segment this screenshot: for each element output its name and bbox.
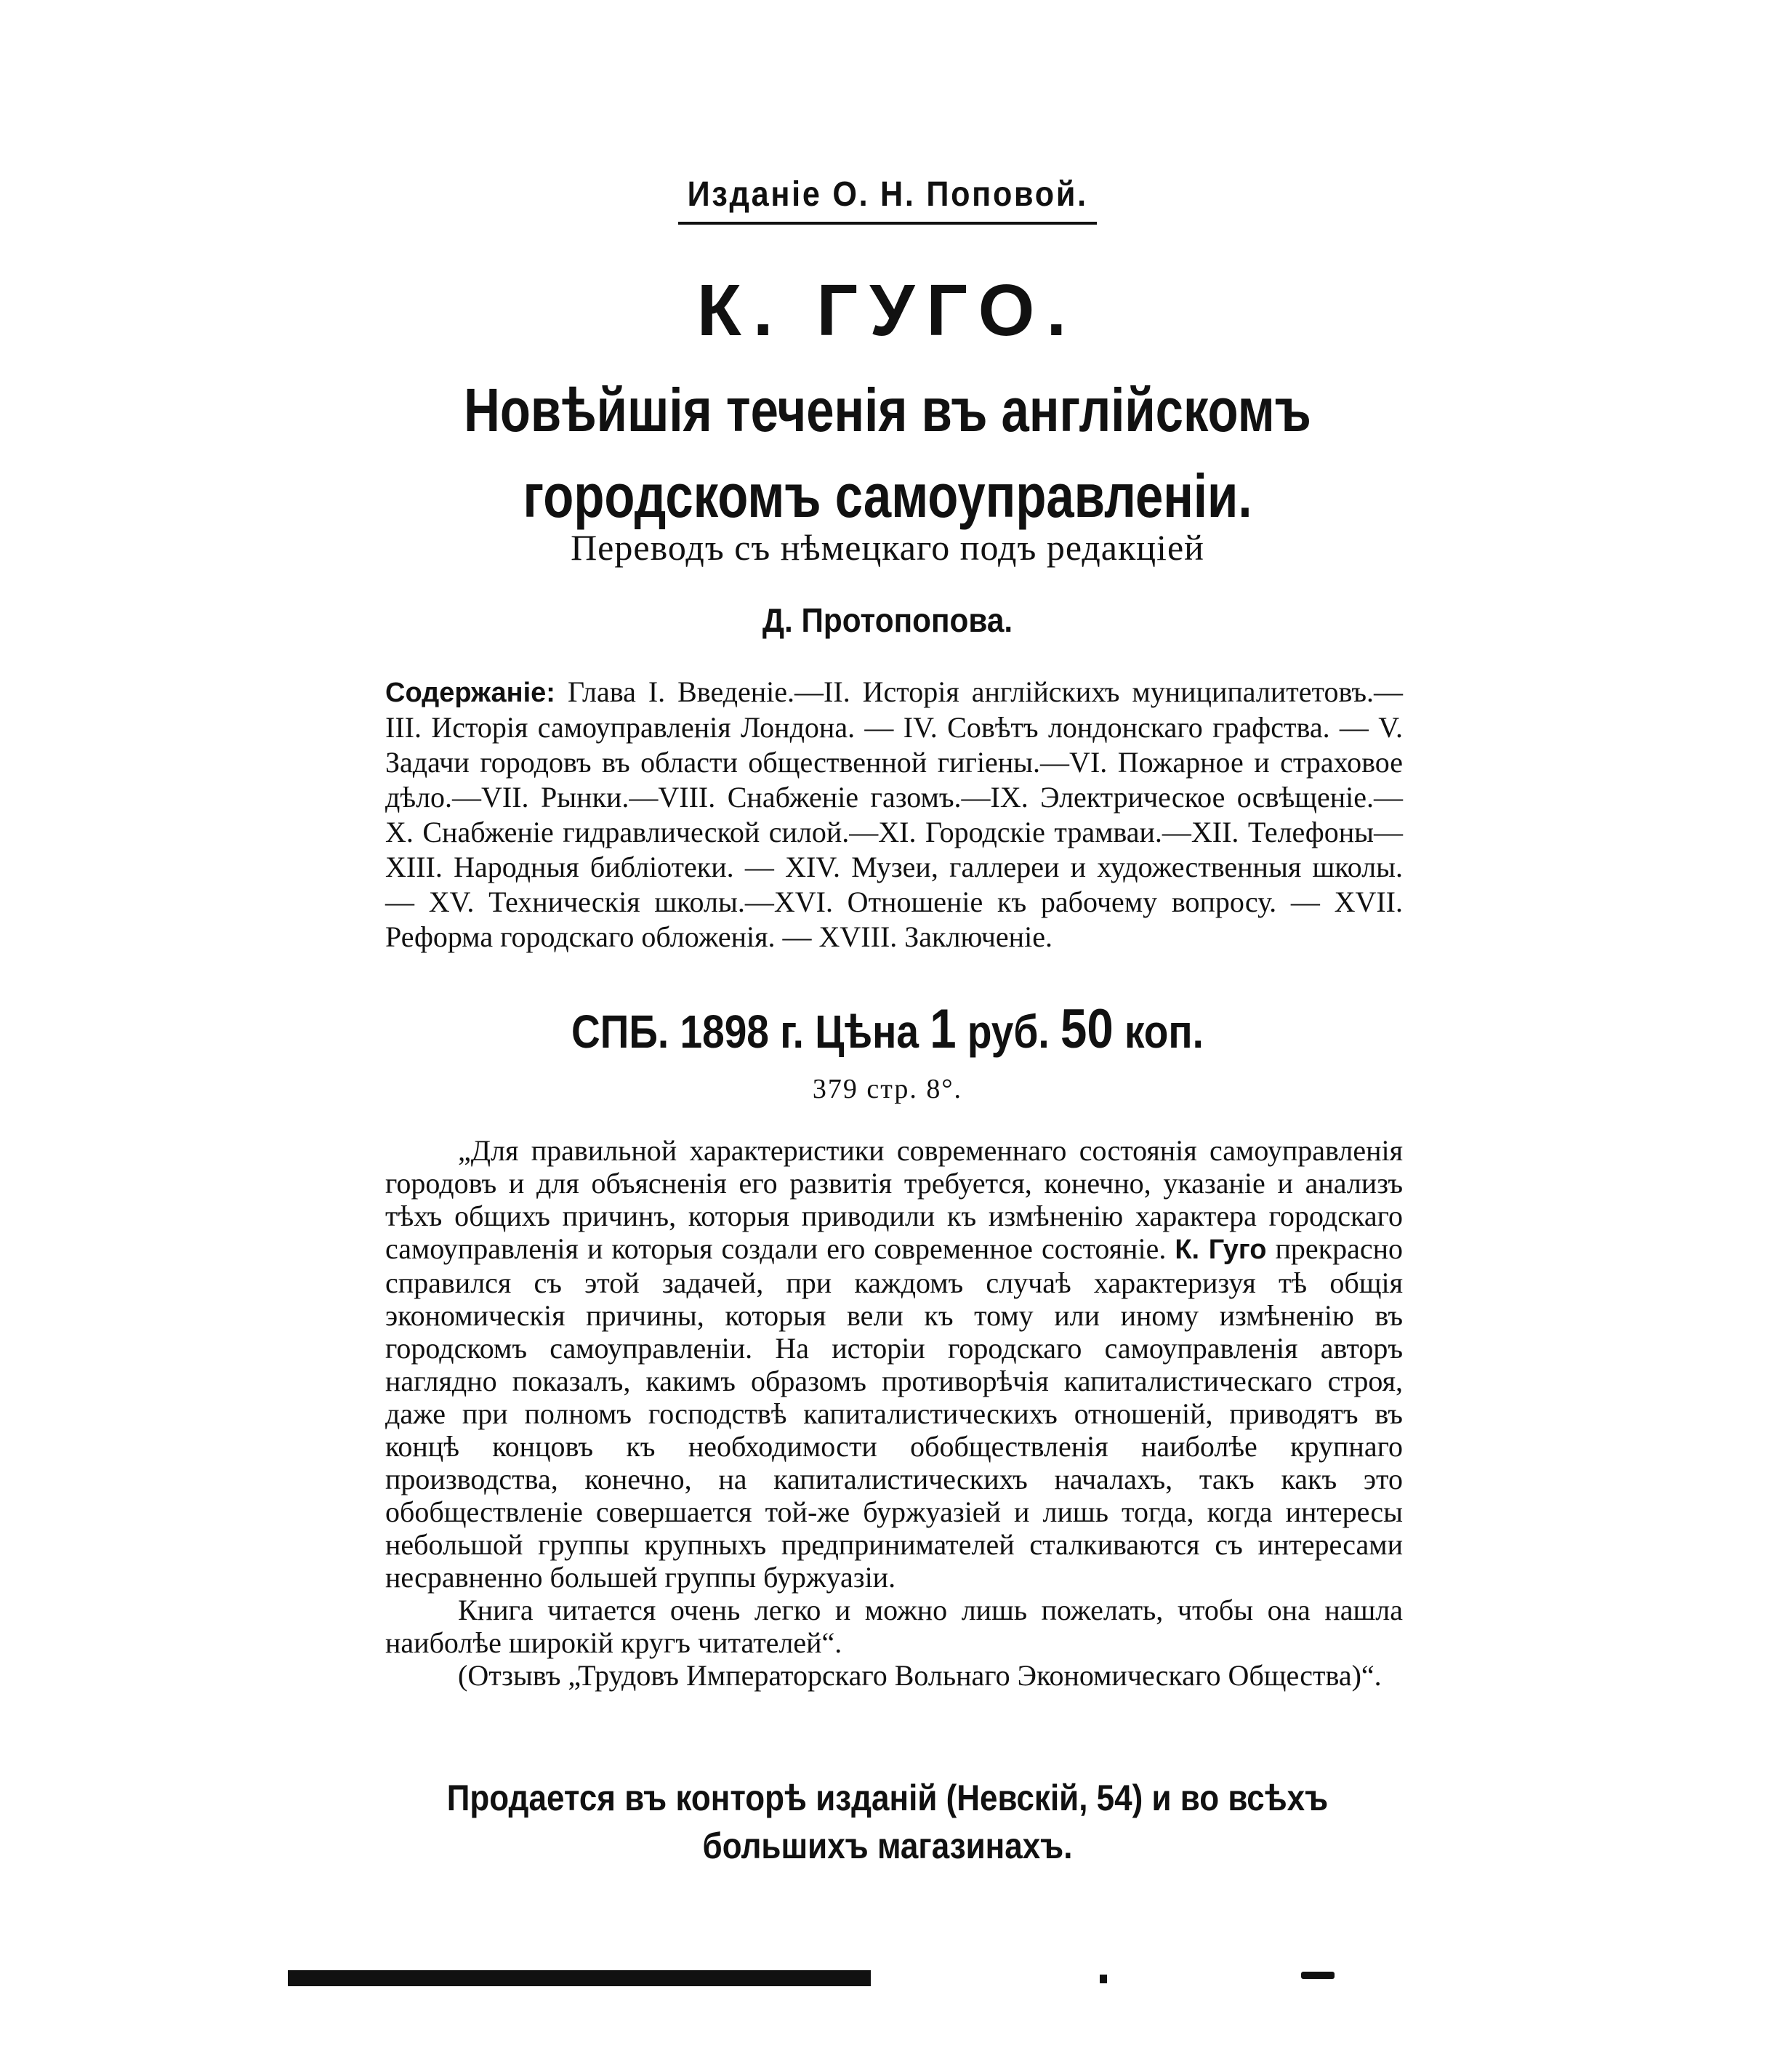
review-p1-after: прекрасно справился съ этой задачей, при каждомъ случаѣ характеризуя тѣ общія экономическія причины, которыя вели къ тому или иному измѣненію въ городскомъ самоуправленіи. На исторіи городскаго самоуправленія авторъ наглядно показалъ, какимъ образомъ противорѣчія капиталистическаго строя, даже при полномъ господствѣ капиталистическихъ отношеній, приводятъ въ концѣ концовъ къ необходимости обобществленія наиболѣе крупнаго производства, конечно, на капиталистическихъ началахъ, такъ какъ это обобществленіе совершается той-же буржуазіей и лишь тогда, когда интересы небольшой группы крупныхъ предпринимателей сталкиваются съ интересами несравненно большей группы буржуазіи.	[385, 1232, 1404, 1594]
review-quote	[385, 1134, 1403, 1692]
pages-note: 379 стр. 8°.	[812, 1074, 963, 1104]
author-name: К. ГУГО.	[696, 270, 1079, 351]
bottom-rule-dot	[1100, 1975, 1107, 1983]
translation-note: Переводъ съ нѣмецкаго подъ редакціей	[571, 527, 1204, 568]
price-prefix: СПБ. 1898 г. Цѣна	[571, 1005, 919, 1058]
price-kopeks: 50	[1060, 998, 1114, 1060]
price-rub-label: руб.	[967, 1005, 1050, 1058]
book-title: Новѣйшія теченія въ англійскомъ городскомъ самоуправленіи.	[464, 376, 1311, 530]
price-rubles: 1	[930, 998, 957, 1060]
sale-notice: Продается въ конторѣ изданій (Невскій, 54) и во всѣхъ большихъ магазинахъ.	[446, 1778, 1329, 1866]
publisher-line	[0, 174, 1775, 225]
review-p1-before: „Для правильной характеристики современнаго состоянія самоуправленія городовъ и для объясненія его развитія требуется, конечно, указаніе и анализъ тѣхъ общихъ причинъ, которыя приводили къ измѣненію характера городскаго самоуправленія и которыя создали его современное состояніе.	[385, 1134, 1403, 1265]
editor-name: Д. Протопопова.	[762, 601, 1013, 639]
review-paragraph-1	[385, 1134, 1403, 1594]
table-of-contents	[385, 675, 1403, 955]
publisher-text: Изданіе О. Н. Поповой.	[678, 174, 1097, 225]
bottom-rule-mark	[1301, 1972, 1335, 1979]
contents-label: Содержаніе:	[385, 678, 555, 708]
price-kop-label: коп.	[1124, 1005, 1204, 1058]
price-line	[124, 997, 1651, 1061]
bottom-rule	[288, 1970, 871, 1986]
review-paragraph-2: Книга читается очень легко и можно лишь пожелать, чтобы она нашла наиболѣе широкій кругъ читателей“.	[385, 1594, 1403, 1659]
review-author-name: К. Гуго	[1175, 1234, 1267, 1265]
review-paragraph-3: (Отзывъ „Трудовъ Императорскаго Вольнаго Экономическаго Общества)“.	[458, 1659, 1382, 1692]
contents-text: Глава I. Введеніе.—II. Исторія англійскихъ муниципалитетовъ.—III. Исторія самоуправленія Лондона. — IV. Совѣтъ лондонскаго графства. — V. Задачи городовъ въ области общественной гигіены.—VI. Пожарное и страховое дѣло.—VII. Рынки.—VIII. Снабженіе газомъ.—IX. Электрическое освѣщеніе.—X. Снабженіе гидравлической силой.—XI. Городскіе трамваи.—XII. Телефоны—XIII. Народныя библіотеки. — XIV. Музеи, галлереи и художественныя школы. — XV. Техническія школы.—XVI. Отношеніе къ рабочему вопросу. — XVII. Реформа городскаго обложенія. — XVIII. Заключеніе.	[385, 675, 1404, 953]
